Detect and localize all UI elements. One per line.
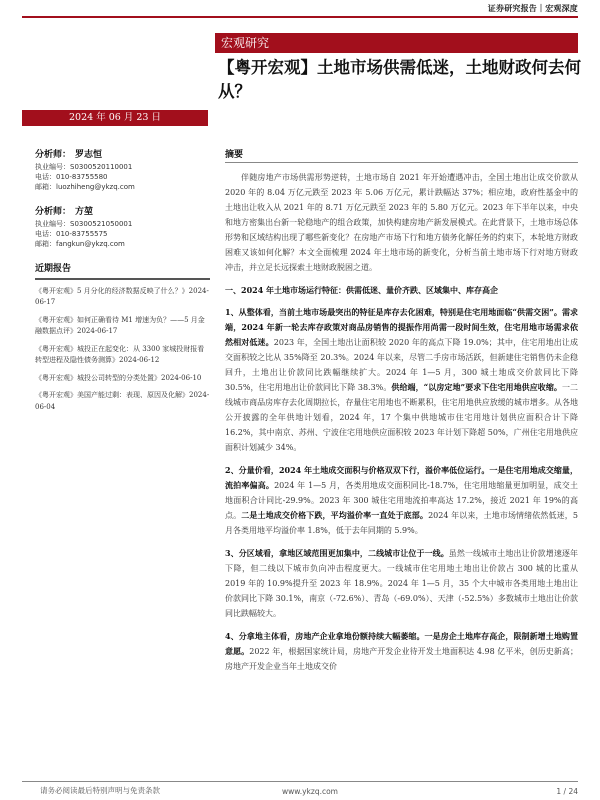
finding-1 [225,305,578,455]
finding-4 [225,629,578,674]
finding-text: 一二线城市商品房库存去化周期拉长，存量住宅用地也不断累积，住宅用地供应放缓的城市增多。从各地公开披露的全年供地计划看，2024 年，17 个集中供地城市住宅用地计划供应面积合计下降 16.2%，其中南京、苏州、宁波住宅用地供应面积较 2023 年计划下降超 50%，广州住宅用地供应面积计划减少 34%。 [225,383,579,452]
finding-bold: 2、分量价看，2024 年土地成交面积与价格双双下行，溢价率低位运行。一是住宅用地成交缩量，流拍率偏高。 [225,465,578,490]
finding-text: 2022 年，根据国家统计局，房地产开发企业待开发土地面积达 4.98 亿平米，创历史新高；房地产开发企业当年土地成交价 [225,647,578,671]
analyst-block [35,204,211,249]
abstract-heading: 摘要 [225,150,244,160]
analyst-email[interactable]: 邮箱：fangkun@ykzq.com [35,240,125,248]
analyst-name: 罗志恒 [75,150,103,160]
footer-website[interactable]: www.ykzq.com [282,787,338,796]
recent-reports-heading: 近期报告 [35,264,72,274]
category-banner: 宏观研究 [215,33,578,53]
finding-bold: 供给端，“以房定地”要求下住宅用地供应收缩。 [391,382,562,392]
analyst-license: 执业编号：S0300520110001 [35,163,133,171]
analyst-phone: 电话：010-83755580 [35,173,108,181]
footer-disclaimer: 请务必阅读最后特别声明与免责条款 [40,786,160,795]
finding-2 [225,463,578,538]
analyst-name-line [35,204,211,217]
recent-report-item[interactable]: 《粤开宏观》城投公司转型的分类处置》2024-06-10 [35,373,202,382]
doc-type-header: 证券研究报告｜宏观深度 [487,4,578,13]
analyst-email[interactable]: 邮箱：luozhiheng@ykzq.com [35,183,135,191]
finding-bold: 3、分区域看，拿地区域范围更加集中，二线城市让位于一线。 [225,548,449,558]
sidebar [35,147,211,419]
finding-3 [225,546,578,621]
footer-rule [22,781,578,782]
report-title: 【粤开宏观】土地市场供需低迷，土地财政何去何从？ [218,58,581,101]
recent-report-item[interactable]: 《粤开宏观》城投正在起变化：从 3300 家城投财报看转型进程及隐性债务测算》2024-06-12 [35,344,205,364]
abstract-body [225,170,578,682]
finding-bold: 1、从整体看，当前土地市场最突出的特征是库存去化困难，特别是住宅用地面临“供需交困”。需求端，2024 年新一轮去库存政策对商品房销售的提振作用尚需一段时间生效，住宅用地市场需求依然相对低迷。 [225,307,578,347]
finding-text: 2024 年 1—5 月，各类用地成交面积同比-18.7%，住宅用地缩量更加明显，成交土地面积合计同比-29.9%。2023 年 300 城住宅用地流拍率高达 17.2%，接近 2021 年 19%的高点。 [225,481,578,520]
abstract-intro: 伴随房地产市场供需形势逆转，土地市场自 2021 年开始遭遇冲击，全国土地出让成交价款从 2020 年的 8.04 万亿元跌至 2023 年 5.06 万亿元，累计跌幅达 37%；相应地，政府性基金中的土地出让收入从 2021 年的 8.71 万亿元跌至 2023 年的 5.80 万亿元。2023 年下半年以来，中央和地方密集出台新一轮稳地产的组合政策，加快构建房地产新发展模式。在此背景下，土地市场总体形势和区域结构出现了哪些新变化？在房地产市场下行和地方债务化解任务的约束下，本轮地方财政困难又该如何化解？本文全面梳理 2024 年土地市场的新变化，分析当前土地市场下行对地方财政冲击，并立足长远探索土地财政脱困之道。 [225,173,578,272]
analyst-license: 执业编号：S0300521050001 [35,220,133,228]
analyst-label: 分析师： [35,150,72,160]
recent-report-item[interactable]: 《粤开宏观》5 月分化的经济数据反映了什么？》2024-06-17 [35,286,209,306]
abstract-rule [225,162,578,163]
finding-text: 2024 年以来，土地市场情绪依然低迷，5 月各类用地平均溢价率 1.8%，低于去年同期的 5.9%。 [225,511,579,535]
recent-reports-rule [35,278,210,280]
recent-report-item[interactable]: 《粤开宏观》如何正确看待 M1 增速为负？——5 月金融数据点评》2024-06-17 [35,315,205,335]
analyst-phone: 电话：010-83755575 [35,230,108,238]
finding-text: 2023 年，全国土地出让面积较 2020 年的高点下降 19.0%；其中，住宅用地出让成交面积较之比从 35%降至 20.3%。2024 年以来，尽管二手房市场活跃，但新建住宅销售仍未企稳回升，土地出让价款同比跌幅继续扩大。2024 年 1—5 月，300 城土地成交价款同比下降 30.5%，住宅用地出让价款同比下降 38.3%。 [225,338,578,392]
header-rule [22,16,578,18]
report-date: 2024 年 06 月 23 日 [22,110,208,126]
finding-text: 虽然一线城市土地出让价款增速逐年下降，但二线以下城市负向冲击程度更大。一线城市住宅用地土地出让价款占 300 城的比重从 2019 年的 10.9%提升至 2023 年 18.9%。2024 年 1—5 月，35 个大中城市各类用地土地出让价款同比下降 30.1%，南京（-72.6%）、青岛（-69.0%）、天津（-52.5%）多数城市土地出让价款同比跌幅较大。 [225,549,578,618]
section-heading: 一、2024 年土地市场运行特征：供需低迷、量价齐跌、区域集中、库存高企 [225,285,499,295]
analyst-block [35,147,211,192]
analyst-name-line [35,147,211,160]
finding-bold: 4、分拿地主体看，房地产企业拿地份额持续大幅萎缩。一是房企土地库存高企，限制新增土地购置意愿。 [225,631,578,656]
recent-report-item[interactable]: 《粤开宏观》美国产能过剩：表现、原因及化解》2024-06-04 [35,391,210,411]
analyst-label: 分析师： [35,207,72,217]
page-number: 1 / 24 [556,787,578,796]
analyst-name: 方堃 [75,207,94,217]
finding-bold: 二是土地成交价格下跌，平均溢价率一直处于底部。 [241,510,429,520]
